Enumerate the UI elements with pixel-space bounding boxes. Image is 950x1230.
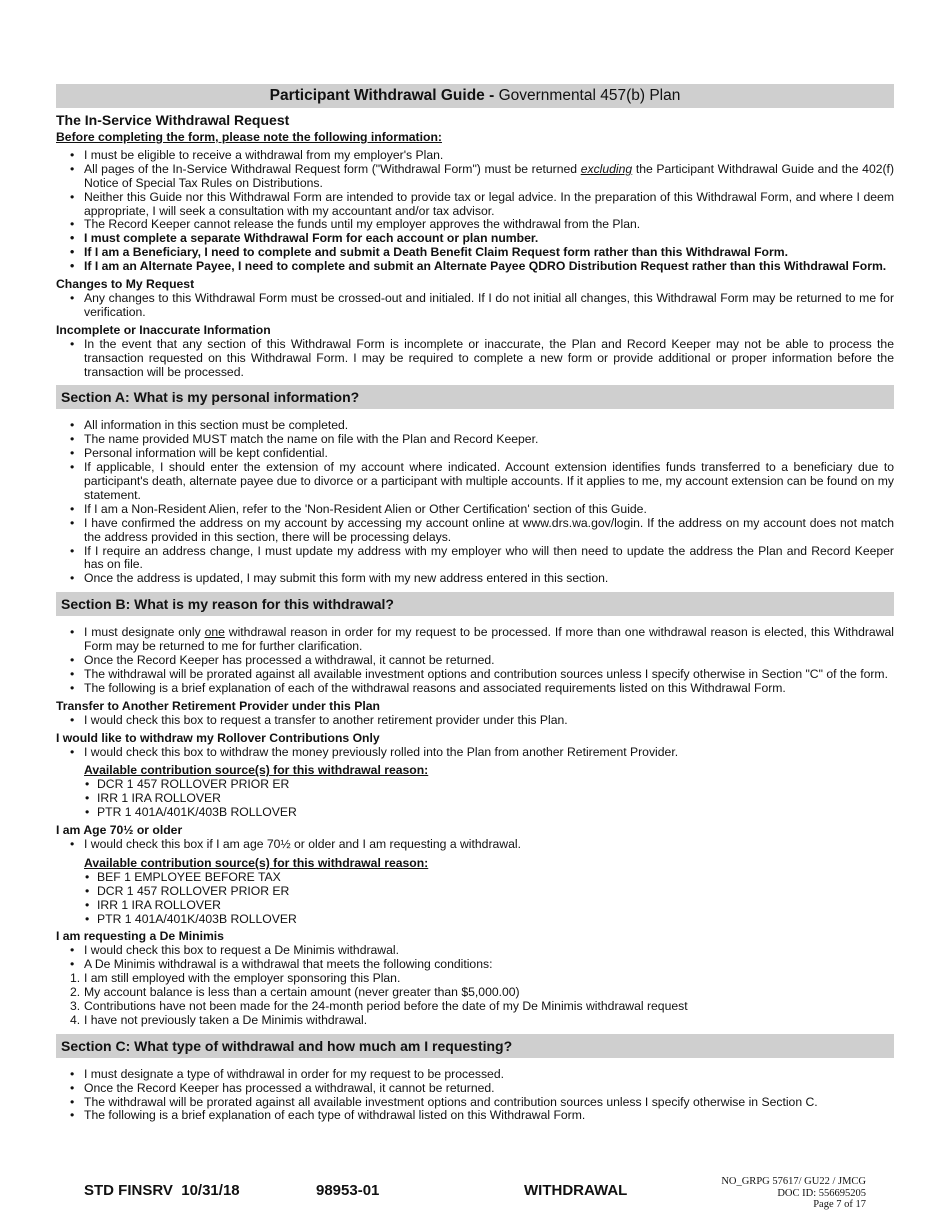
page-footer <box>0 1176 950 1230</box>
list-item: • I must designate only one withdrawal reason in order for my request to be processed. If more than one withdrawal reason is elected, this Withdrawal Form may be returned to me for further clarification. <box>56 626 894 654</box>
section-a-list <box>56 419 894 586</box>
deminimis-heading: I am requesting a De Minimis <box>56 929 224 944</box>
list-item: • The name provided MUST match the name on file with the Plan and Record Keeper. <box>56 433 894 447</box>
list-item: • BEF 1 EMPLOYEE BEFORE TAX <box>84 871 894 885</box>
rollover-sources <box>84 764 894 820</box>
page-title: The In-Service Withdrawal Request <box>56 112 290 128</box>
footer-form-number: 98953-01 <box>316 1182 380 1199</box>
list-item: • If I require an address change, I must update my address with my employer who will then need to update the address the Plan and Record Keeper has on file. <box>56 545 894 573</box>
list-item: • Any changes to this Withdrawal Form must be crossed-out and initialed. If I do not initial all changes, this Withdrawal Form may be returned to me for verification. <box>56 292 894 320</box>
age-sources <box>84 857 894 927</box>
changes-list <box>56 292 894 320</box>
list-item: • In the event that any section of this Withdrawal Form is incomplete or inaccurate, the Plan and Record Keeper may not be able to process the transaction requested on this Withdrawal Form. I may be required to complete a new form or provide additional or proper information before the transaction will be processed. <box>56 338 894 380</box>
list-item: • PTR 1 401A/401K/403B ROLLOVER <box>84 806 894 820</box>
list-item: • I must be eligible to receive a withdrawal from my employer's Plan. <box>56 149 894 163</box>
list-item: • The following is a brief explanation of each of the withdrawal reasons and associated requirements listed on this Withdrawal Form. <box>56 682 894 696</box>
footer-page-number: Page 7 of 17 <box>813 1199 866 1210</box>
list-item: • All information in this section must be completed. <box>56 419 894 433</box>
list-item: • Once the Record Keeper has processed a withdrawal, it cannot be returned. <box>56 1082 894 1096</box>
incomplete-list <box>56 338 894 380</box>
list-item: • I would check this box if I am age 70½ or older and I am requesting a withdrawal. <box>56 838 894 852</box>
deminimis-list <box>56 944 894 972</box>
list-item: • Once the address is updated, I may submit this form with my new address entered in this section. <box>56 572 894 586</box>
intro-heading: Before completing the form, please note the following information: <box>56 130 442 144</box>
sources-list <box>84 778 894 820</box>
list-item: • I would check this box to request a De Minimis withdrawal. <box>56 944 894 958</box>
section-b-list <box>56 626 894 696</box>
list-item: 1. I am still employed with the employer sponsoring this Plan. <box>70 971 401 986</box>
list-item: • If applicable, I should enter the extension of my account where indicated. Account extension identifies funds transferred to a beneficiary due to participant's death, alternate payee due to divorce or a participant with multiple accounts. If it applies to me, my account extension can be found on my statement. <box>56 461 894 503</box>
transfer-heading: Transfer to Another Retirement Provider under this Plan <box>56 698 380 713</box>
section-a-header: Section A: What is my personal information? <box>56 385 894 409</box>
list-item: • If I am a Non-Resident Alien, refer to the 'Non-Resident Alien or Other Certification' section of this Guide. <box>56 503 894 517</box>
sources-heading: Available contribution source(s) for this withdrawal reason: <box>84 763 429 778</box>
list-item: • I must designate a type of withdrawal in order for my request to be processed. <box>56 1068 894 1082</box>
list-item: • PTR 1 401A/401K/403B ROLLOVER <box>84 913 894 927</box>
list-item: • Once the Record Keeper has processed a withdrawal, it cannot be returned. <box>56 654 894 668</box>
footer-meta <box>721 1176 866 1211</box>
sources-list <box>84 871 894 927</box>
section-c-header: Section C: What type of withdrawal and how much am I requesting? <box>56 1034 894 1058</box>
list-item: • Neither this Guide nor this Withdrawal Form are intended to provide tax or legal advice. In the preparation of this Withdrawal Form, and where I deem appropriate, I will seek a consultation with my accountant and/or tax advisor. <box>56 191 894 219</box>
list-item: • I would check this box to request a transfer to another retirement provider under this Plan. <box>56 714 894 728</box>
deminimis-conditions <box>56 972 894 1028</box>
intro-list <box>56 149 894 274</box>
list-item: • The following is a brief explanation of each type of withdrawal listed on this Withdrawal Form. <box>56 1109 894 1123</box>
list-item: • Personal information will be kept confidential. <box>56 447 894 461</box>
age-list <box>56 838 894 852</box>
list-item: 2. My account balance is less than a certain amount (never greater than $5,000.00) <box>70 985 520 1000</box>
guide-page <box>56 84 894 1123</box>
list-item: • If I am a Beneficiary, I need to complete and submit a Death Benefit Claim Request form rather than this Withdrawal Form. <box>56 246 894 260</box>
list-item: • The withdrawal will be prorated against all available investment options and contribution sources unless I specify otherwise in Section "C" of the form. <box>56 668 894 682</box>
list-item: • The withdrawal will be prorated against all available investment options and contribution sources unless I specify otherwise in Section C. <box>56 1096 894 1110</box>
banner-bold: Participant Withdrawal Guide - <box>269 87 495 104</box>
list-item: • DCR 1 457 ROLLOVER PRIOR ER <box>84 778 894 792</box>
footer-label: WITHDRAWAL <box>524 1182 628 1199</box>
list-item: • DCR 1 457 ROLLOVER PRIOR ER <box>84 885 894 899</box>
footer-doc-id: DOC ID: 556695205 <box>777 1187 866 1199</box>
list-item: • A De Minimis withdrawal is a withdrawal that meets the following conditions: <box>56 958 894 972</box>
footer-form-id: STD FINSRV 10/31/18 <box>84 1182 240 1199</box>
footer-meta-group: NO_GRPG 57617/ GU22 / JMCG <box>721 1176 866 1187</box>
section-c-list <box>56 1068 894 1124</box>
incomplete-heading: Incomplete or Inaccurate Information <box>56 322 271 337</box>
list-item: • I have confirmed the address on my account by accessing my account online at www.drs.wa.gov/login. If the address on my account does not match the address provided in this section, there will be processing delays. <box>56 517 894 545</box>
page-banner <box>56 84 894 108</box>
banner-plan: Governmental 457(b) Plan <box>498 87 681 104</box>
list-item: • If I am an Alternate Payee, I need to complete and submit an Alternate Payee QDRO Distribution Request rather than this Withdrawal Form. <box>56 260 894 274</box>
sources-heading: Available contribution source(s) for this withdrawal reason: <box>84 855 429 870</box>
list-item: • I must complete a separate Withdrawal Form for each account or plan number. <box>56 232 894 246</box>
rollover-heading: I would like to withdraw my Rollover Contributions Only <box>56 730 380 745</box>
list-item: • The Record Keeper cannot release the funds until my employer approves the withdrawal from the Plan. <box>56 218 894 232</box>
list-item: • I would check this box to withdraw the money previously rolled into the Plan from another Retirement Provider. <box>56 746 894 760</box>
section-b-header: Section B: What is my reason for this withdrawal? <box>56 592 894 616</box>
list-item: • IRR 1 IRA ROLLOVER <box>84 792 894 806</box>
rollover-list <box>56 746 894 760</box>
changes-heading: Changes to My Request <box>56 277 195 292</box>
list-item: • IRR 1 IRA ROLLOVER <box>84 899 894 913</box>
list-item: 3. Contributions have not been made for the 24-month period before the date of my De Minimis withdrawal request <box>70 998 688 1013</box>
transfer-list <box>56 714 894 728</box>
list-item: • All pages of the In-Service Withdrawal Request form ("Withdrawal Form") must be returned excluding the Participant Withdrawal Guide and the 402(f) Notice of Special Tax Rules on Distributions. <box>56 163 894 191</box>
list-item: 4. I have not previously taken a De Minimis withdrawal. <box>70 1012 368 1027</box>
age-heading: I am Age 70½ or older <box>56 823 183 838</box>
